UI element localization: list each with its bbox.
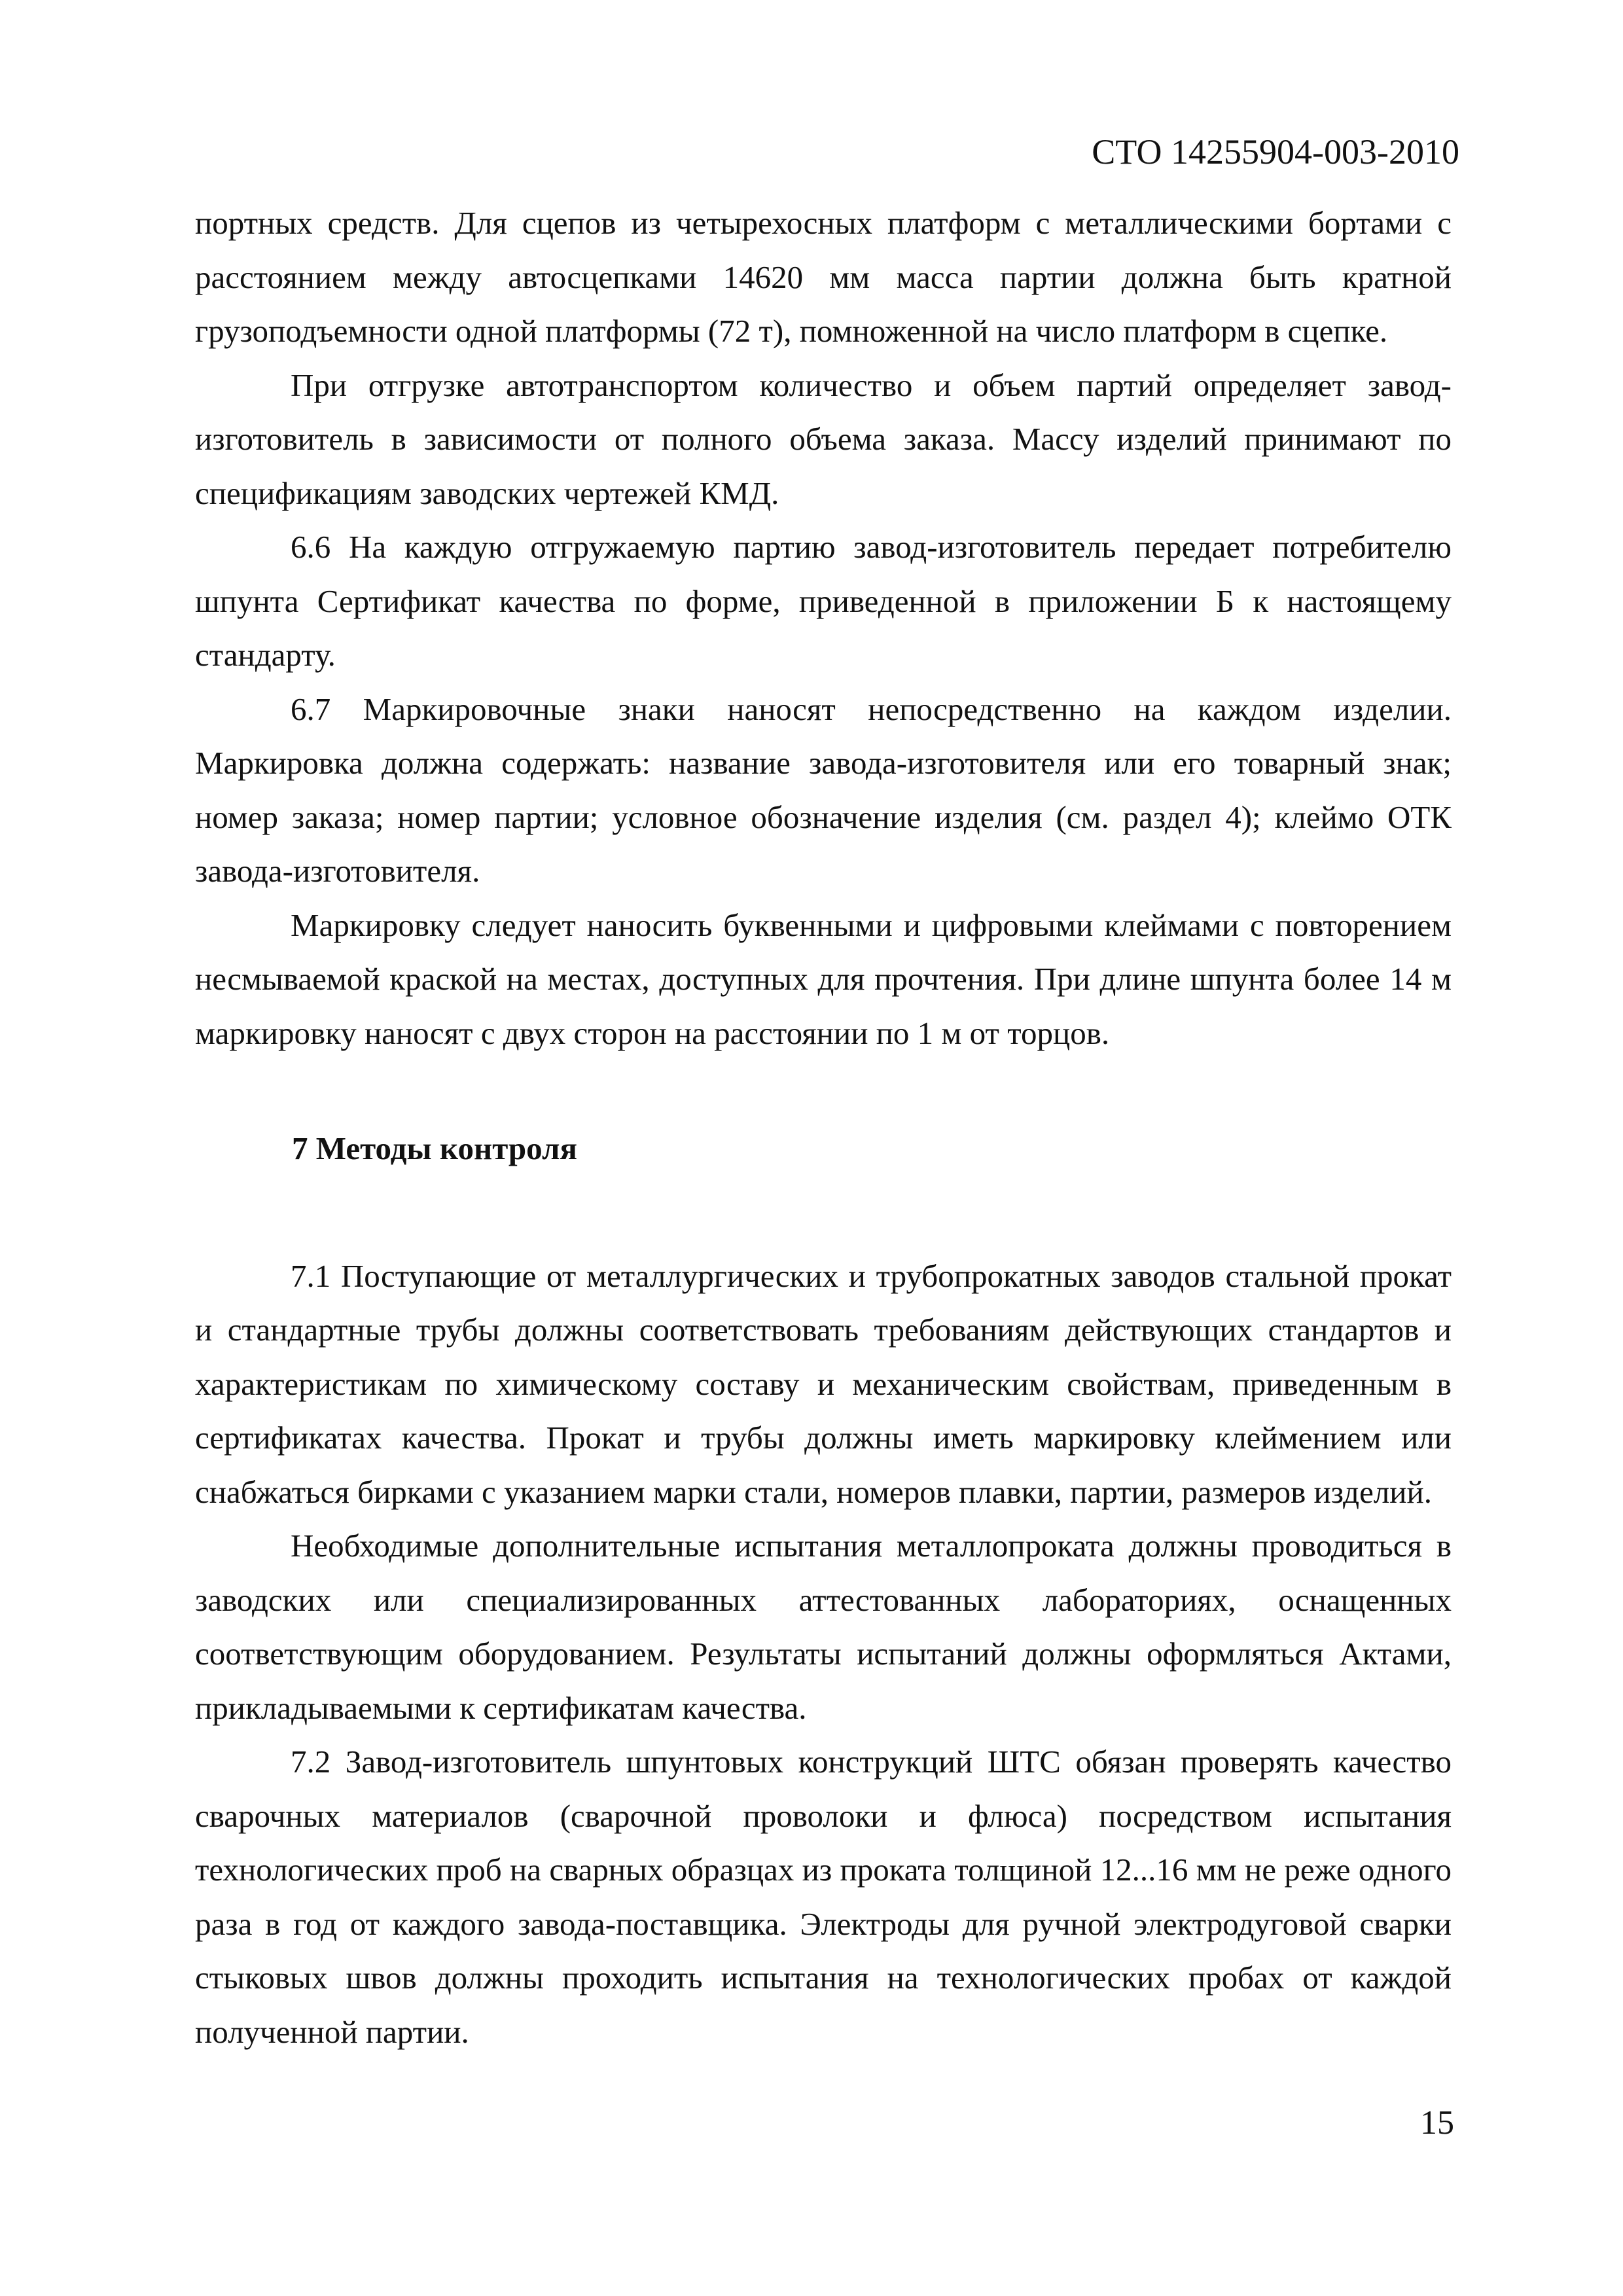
paragraph-marking-method: Маркировку следует наносить буквенными и цифровыми клеймами с повторением несмываемой краской на местах, доступных для прочтения. При длине шпунта более 14 м маркировку наносят с двух сторон на расстоянии по 1 м от торцов. bbox=[195, 906, 1452, 1051]
paragraph-7-1: 7.1 Поступающие от металлургических и трубопрокатных заводов стальной прокат и стандартные трубы должны соответствовать требованиям действующих стандартов и характеристикам по химическому составу и механическим свойствам, приведенным в сертификатах качества. Прокат и трубы должны иметь маркировку клеймением или снабжаться бирками с указанием марки стали, номеров плавки, партии, размеров изделий. bbox=[195, 1257, 1452, 1510]
page-number: 15 bbox=[1420, 2104, 1454, 2142]
section-heading: 7 Методы контроля bbox=[292, 1130, 577, 1166]
document-body bbox=[195, 196, 1452, 2059]
paragraph-road-shipment: При отгрузке автотранспортом количество и объем партий определяет завод-изготовитель в зависимости от полного объема заказа. Массу изделий принимают по спецификациям заводских чертежей КМД. bbox=[195, 367, 1452, 511]
paragraph-7-2: 7.2 Завод-изготовитель шпунтовых конструкций ШТС обязан проверять качество сварочных материалов (сварочной проволоки и флюса) посредством испытания технологических проб на сварных образцах из проката толщиной 12...16 мм не реже одного раза в год от каждого завода-поставщика. Электроды для ручной электродуговой сварки стыковых швов должны проходить испытания на технологических пробах от каждой полученной партии. bbox=[195, 1744, 1452, 2050]
document-code: СТО 14255904-003-2010 bbox=[1092, 132, 1459, 171]
paragraph-continuation: портных средств. Для сцепов из четырехосных платформ с металлическими бортами с расстоянием между автосцепками 14620 мм масса партии должна быть кратной грузоподъемности одной платформы (72 т), помноженной на число платформ в сцепке. bbox=[195, 205, 1452, 349]
paragraph-additional-tests: Необходимые дополнительные испытания металлопроката должны проводиться в заводских или специализированных аттестованных лабораториях, оснащенных соответствующим оборудованием. Результаты испытаний должны оформляться Актами, прикладываемыми к сертификатам качества. bbox=[195, 1528, 1452, 1726]
paragraph-6-6: 6.6 На каждую отгружаемую партию завод-изготовитель передает потребителю шпунта Сертификат качества по форме, приведенной в приложении Б к настоящему стандарту. bbox=[195, 529, 1452, 673]
paragraph-6-7: 6.7 Маркировочные знаки наносят непосредственно на каждом изделии. Маркировка должна содержать: название завода-изготовителя или его товарный знак; номер заказа; номер партии; условное обозначение изделия (см. раздел 4); клеймо ОТК завода-изготовителя. bbox=[195, 691, 1452, 889]
